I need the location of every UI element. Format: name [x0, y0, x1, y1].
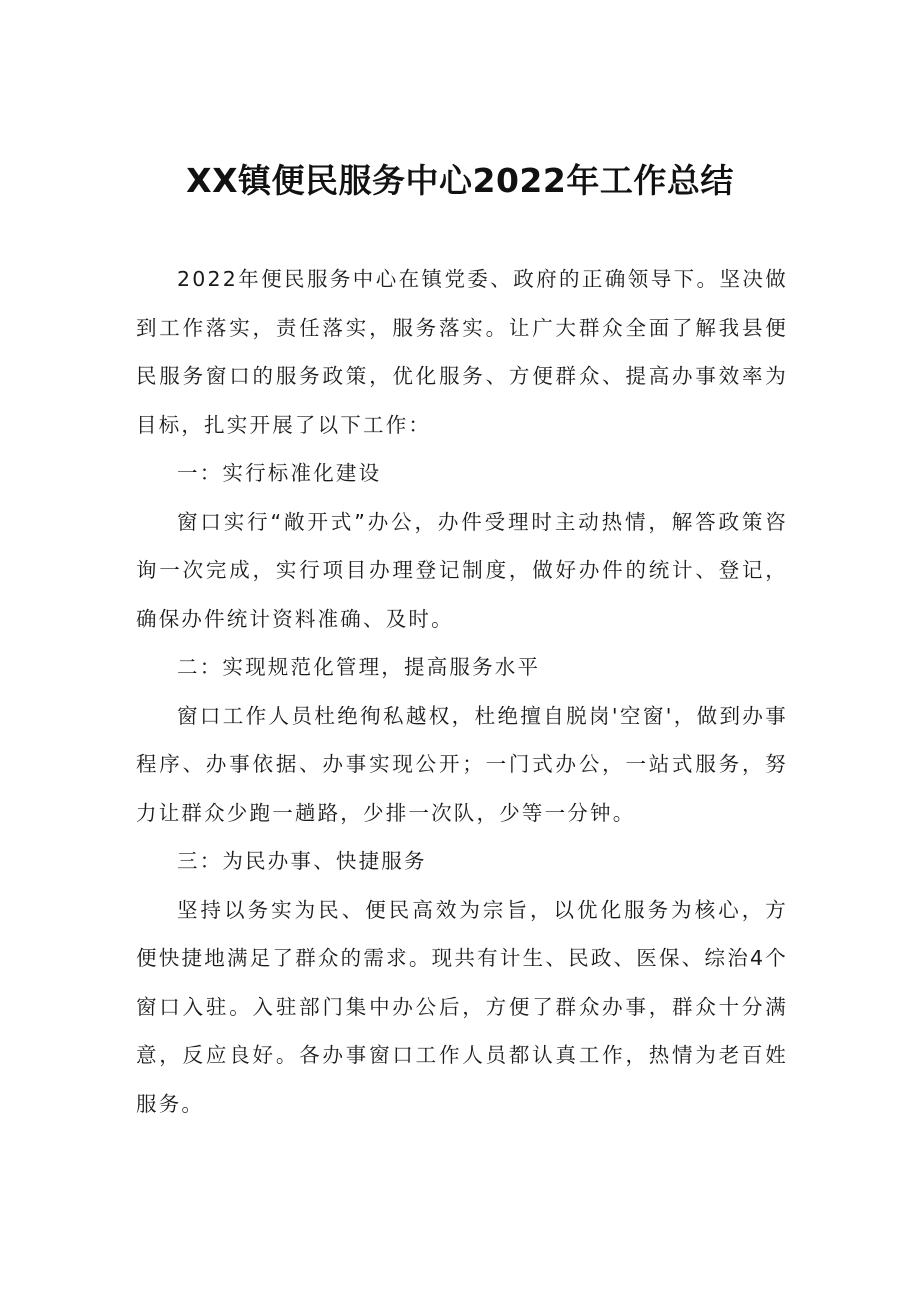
- section-heading-1: 一：实行标准化建设: [177, 461, 382, 485]
- intro-paragraph: 2022年便民服务中心在镇党委、政府的正确领导下。坚决做到工作落实，责任落实，服务落实。让广大群众全面了解我县便民服务窗口的服务政策，优化服务、方便群众、提高办事效率为目标，扎实开展了以下工作：: [136, 267, 788, 437]
- document-body: [136, 255, 788, 1128]
- document-title: XX镇便民服务中心2022年工作总结: [186, 161, 734, 200]
- section-paragraph-3: 坚持以务实为民、便民高效为宗旨，以优化服务为核心，方便快捷地满足了群众的需求。现共有计生、民政、医保、综治4个窗口入驻。入驻部门集中办公后，方便了群众办事，群众十分满意，反应良好。各办事窗口工作人员都认真工作，热情为老百姓服务。: [136, 897, 788, 1116]
- section-heading-2: 二：实现规范化管理，提高服务水平: [177, 655, 541, 679]
- section-paragraph-2: 窗口工作人员杜绝徇私越权，杜绝擅自脱岗'空窗'，做到办事程序、办事依据、办事实现公开；一门式办公，一站式服务，努力让群众少跑一趟路，少排一次队，少等一分钟。: [136, 703, 788, 825]
- section-paragraph-1: 窗口实行“敞开式”办公，办件受理时主动热情，解答政策咨询一次完成，实行项目办理登记制度，做好办件的统计、登记，确保办件统计资料准确、及时。: [136, 509, 788, 631]
- section-heading-3: 三：为民办事、快捷服务: [177, 849, 427, 873]
